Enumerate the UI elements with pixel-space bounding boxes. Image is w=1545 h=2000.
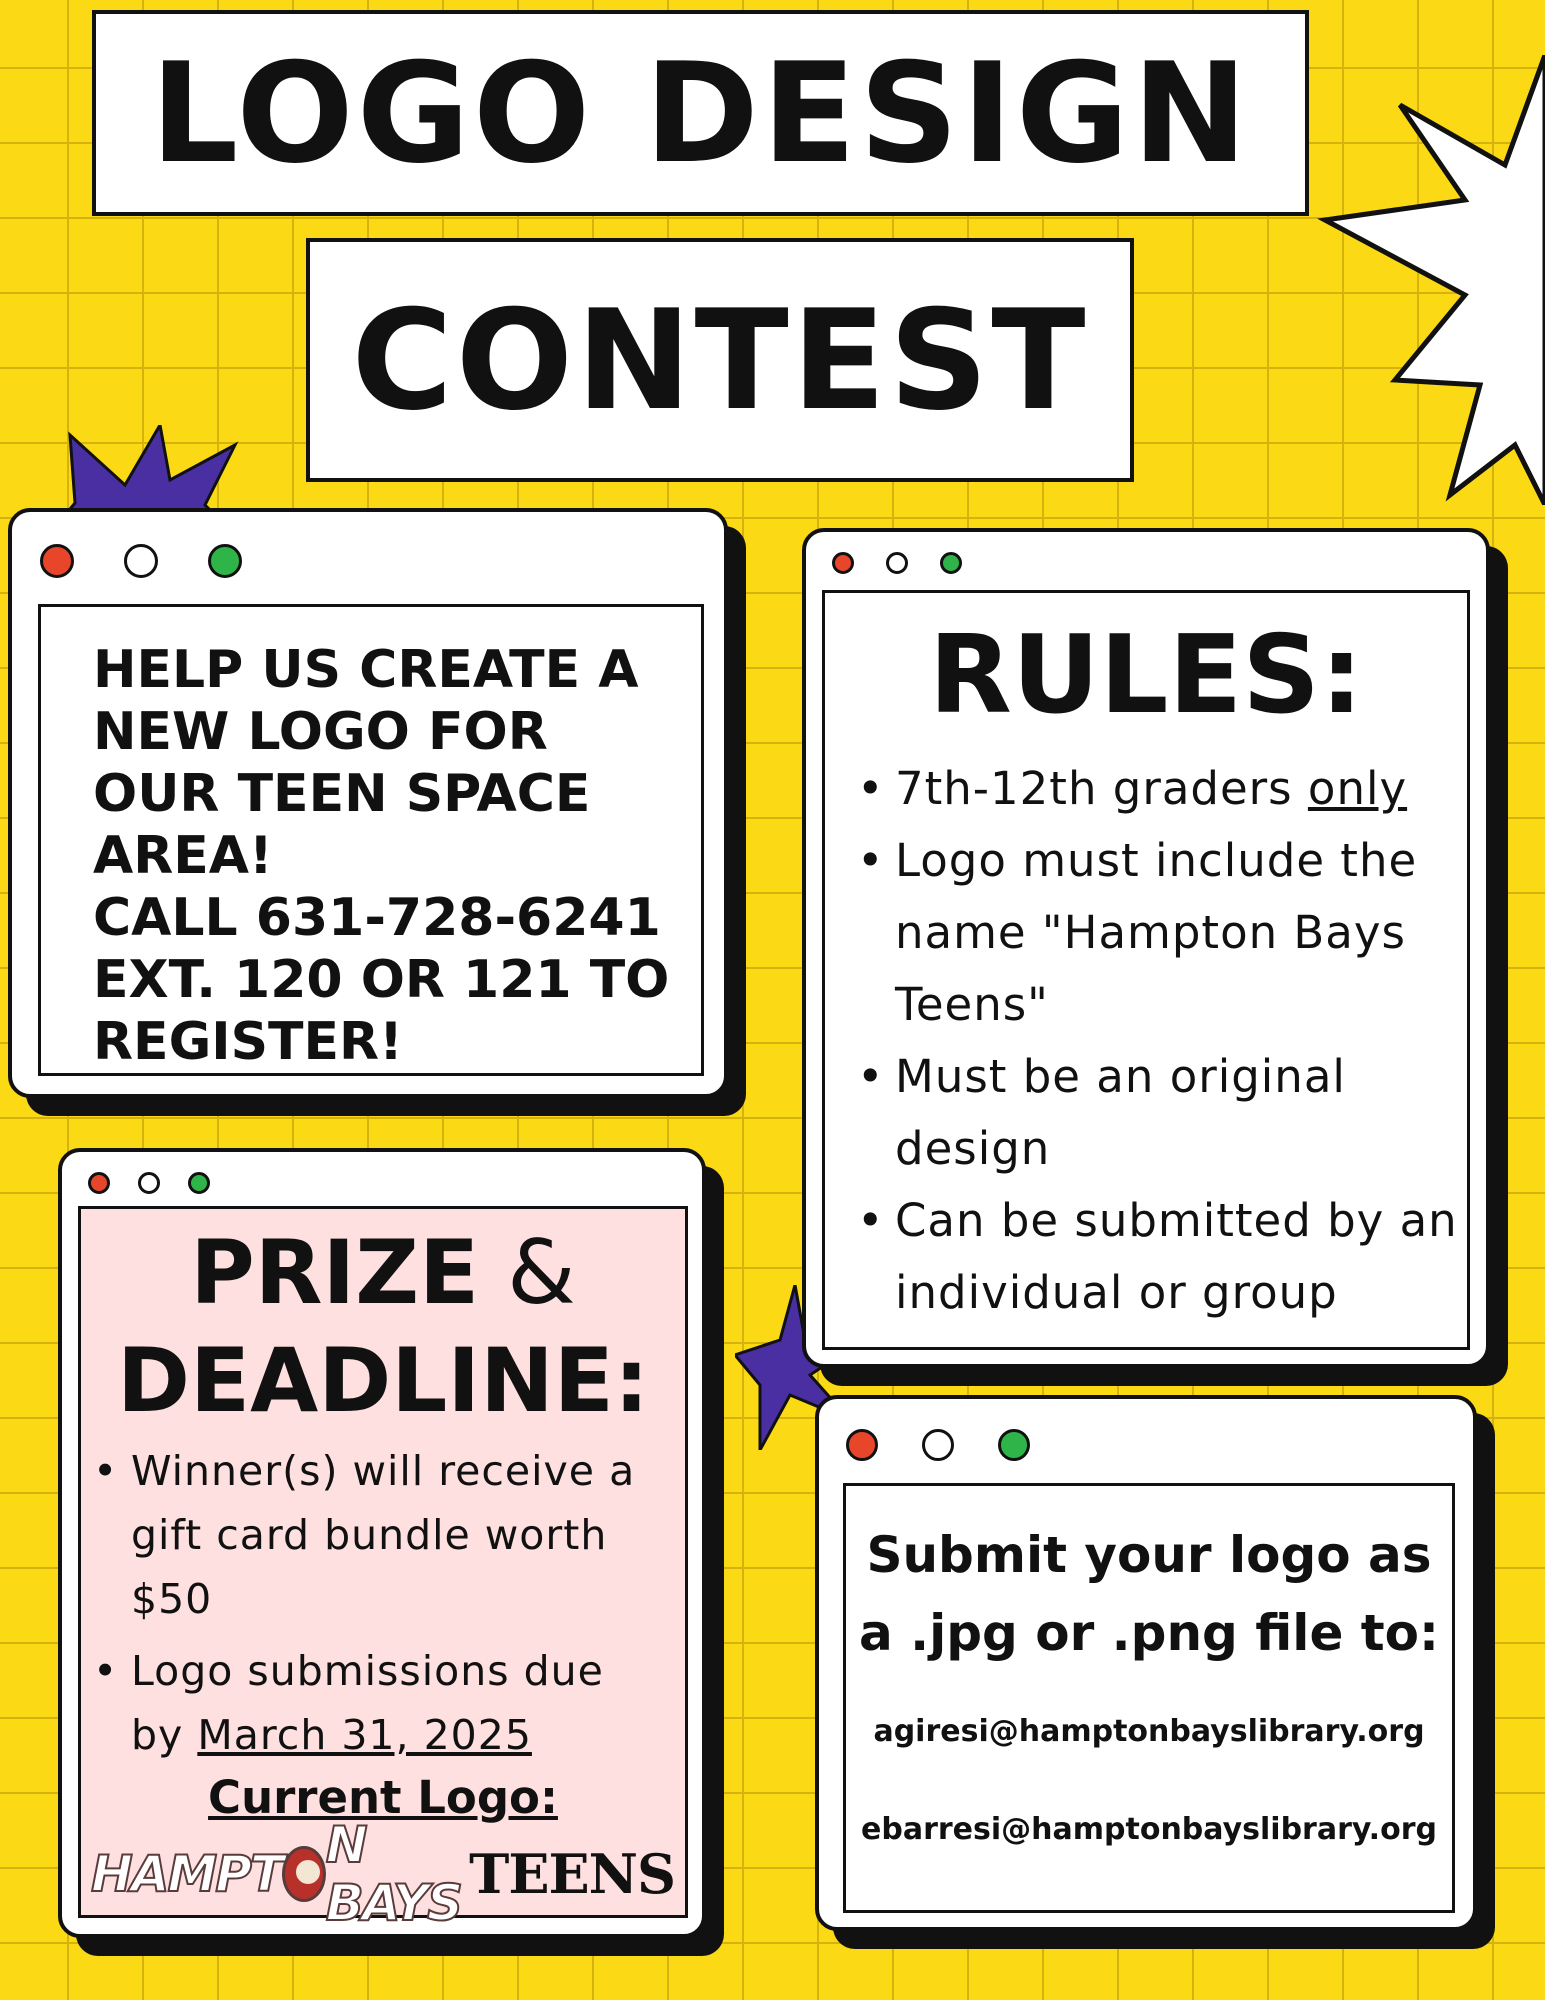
- rules-panel: [822, 590, 1470, 1350]
- help-panel: [38, 604, 704, 1076]
- help-line: NEW LOGO FOR: [93, 702, 548, 762]
- deadline-text: Logo submissions due by: [131, 1647, 604, 1759]
- deadline-date: March 31, 2025: [197, 1711, 532, 1759]
- window-dot-white: [138, 1172, 160, 1194]
- help-line: OUR TEEN SPACE: [93, 764, 591, 824]
- deadline-heading-word: DEADLINE:: [116, 1329, 650, 1432]
- help-line: HELP US CREATE A: [93, 640, 639, 700]
- window-dot-green: [188, 1172, 210, 1194]
- help-message: [93, 639, 673, 1073]
- beaver-mascot-icon: [282, 1846, 326, 1902]
- list-item: • Can be submitted by an individual or group: [857, 1185, 1477, 1329]
- list-item: • Winner(s) will receive a gift card bundle worth $50: [93, 1439, 653, 1631]
- submit-panel: [843, 1483, 1455, 1913]
- email-link-2[interactable]: ebarresi@hamptonbayslibrary.org: [861, 1812, 1437, 1847]
- window-dot-white: [124, 544, 158, 578]
- current-logo-image: [91, 1816, 675, 1932]
- list-item: [857, 753, 1477, 825]
- list-item: [93, 1639, 653, 1767]
- help-line: AREA!: [93, 826, 273, 886]
- window-dot-green: [208, 544, 242, 578]
- submit-line: a .jpg or .png file to:: [858, 1604, 1440, 1662]
- help-window: [8, 508, 728, 1098]
- window-dot-red: [846, 1429, 878, 1461]
- ampersand: &: [507, 1221, 576, 1324]
- email-link-1[interactable]: agiresi@hamptonbayslibrary.org: [873, 1714, 1425, 1749]
- help-phone-line: CALL 631-728-6241: [93, 888, 661, 948]
- window-dot-red: [88, 1172, 110, 1194]
- prize-heading: [81, 1219, 685, 1435]
- white-burst-right: [1305, 55, 1545, 505]
- rules-list: [857, 753, 1477, 1329]
- logo-text-hampton: HAMPT: [91, 1845, 283, 1903]
- logo-text-bays: N BAYS: [325, 1816, 461, 1932]
- prize-list: [93, 1439, 653, 1767]
- logo-text-teens: TEENS: [469, 1842, 675, 1906]
- title-line-1: LOGO DESIGN: [92, 10, 1309, 216]
- prize-heading-word: PRIZE: [190, 1221, 480, 1324]
- submit-instructions: [846, 1516, 1452, 1672]
- window-dot-red: [40, 544, 74, 578]
- rule-text: 7th-12th graders: [895, 762, 1308, 815]
- window-dot-white: [886, 552, 908, 574]
- list-item: • Logo must include the name "Hampton Bays Teens": [857, 825, 1477, 1041]
- prize-window: [58, 1148, 706, 1938]
- help-line: EXT. 120 OR 121 TO: [93, 950, 670, 1010]
- rules-window: [802, 528, 1490, 1368]
- prize-panel: [78, 1206, 688, 1932]
- submit-line: Submit your logo as: [866, 1526, 1432, 1584]
- window-dot-white: [922, 1429, 954, 1461]
- window-dot-green: [940, 552, 962, 574]
- current-logo-label: Current Logo:: [208, 1771, 558, 1824]
- window-dot-red: [832, 552, 854, 574]
- window-dot-green: [998, 1429, 1030, 1461]
- title-line-2: CONTEST: [306, 238, 1134, 482]
- help-line: REGISTER!: [93, 1012, 403, 1072]
- rule-emphasis: only: [1307, 762, 1408, 815]
- submit-window: [815, 1395, 1477, 1931]
- rules-heading: RULES:: [928, 613, 1364, 738]
- list-item: • Must be an original design: [857, 1041, 1477, 1185]
